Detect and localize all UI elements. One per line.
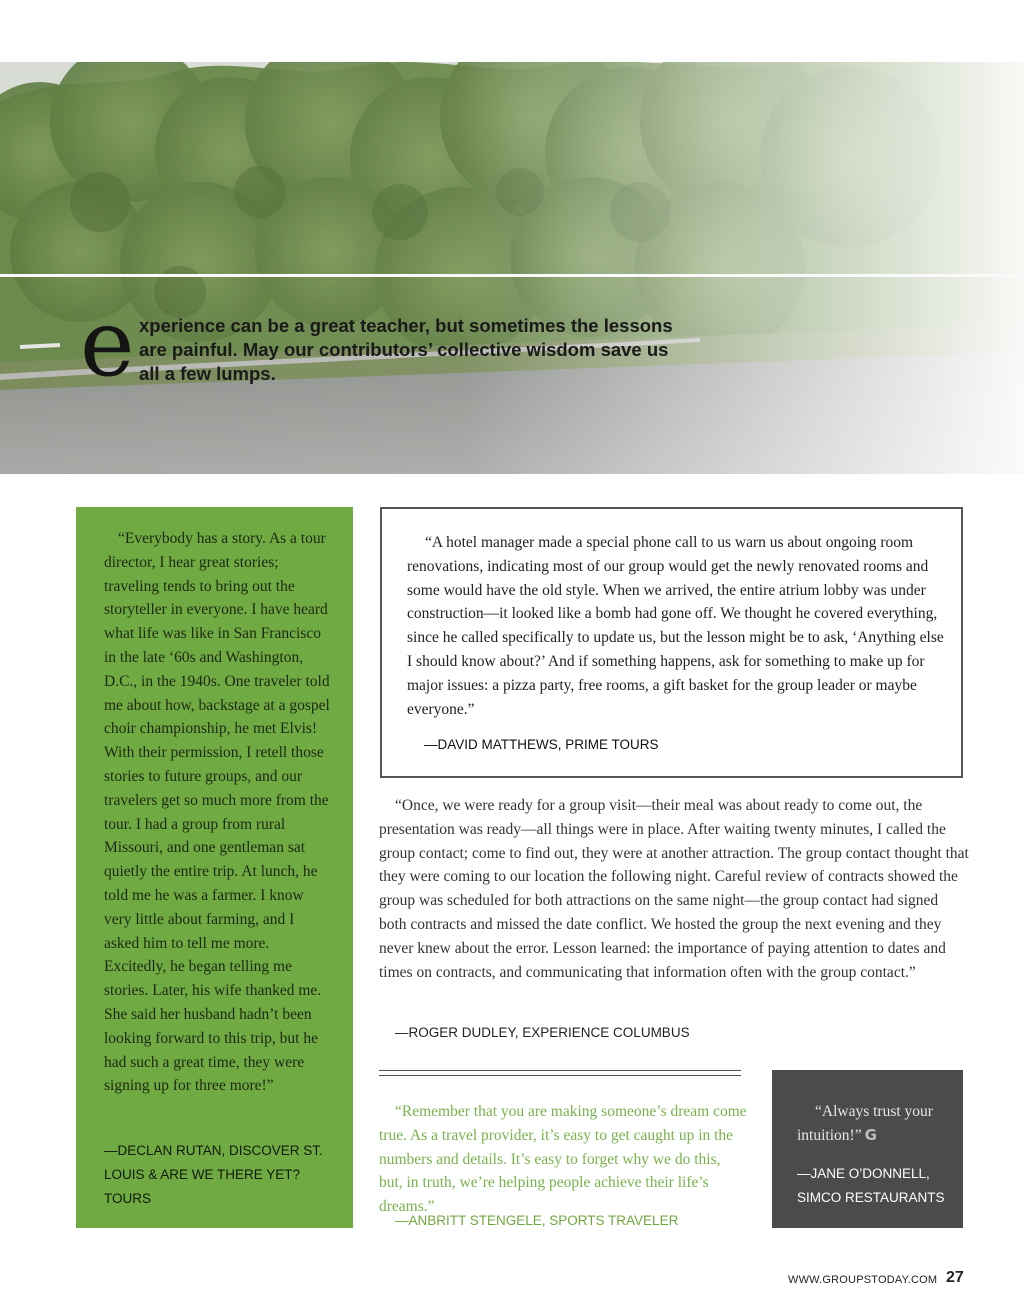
green-quote-text: “Remember that you are making someone’s dream come true. As a travel provider, it’s easy to get caught up in the numbers and details. It’s easy to forget why we do this, but, in truth, we’re helping people achieve their life’s dreams.” bbox=[379, 1103, 747, 1216]
middle-quote-text: “Once, we were ready for a group visit—their meal was about ready to come out, the presentation was ready—all things were in place. After waiting twenty minutes, I called the group contact; come to find out, they were at another attraction. The group contact thought that they were coming to our location the following night. Careful review of contracts showed the group was scheduled for both attractions on the same night—the group contact had signed both contracts and missed the date conflict. We hosted the group the next evening and they never knew about the error. Lesson learned: the importance of paying attention to dates and times on contracts, and communicating that information often with the group contact.” bbox=[379, 797, 969, 981]
sidebar-quote-attribution: —DECLAN RUTAN, DISCOVER ST. LOUIS & ARE WE THERE YET? TOURS bbox=[104, 1143, 323, 1206]
page-number: 27 bbox=[946, 1269, 964, 1286]
dark-quote-text bbox=[797, 1100, 957, 1148]
boxed-quote-text: “A hotel manager made a special phone call to us warn us about ongoing room renovations, indicating most of our group would get the newly renovated rooms and some would have the old style. When we arrived, the entire atrium lobby was under construction—it looked like a bomb had gone off. We thought he covered everything, since he called specifically to update us, but the lesson might be to ask, ‘Anything else I should know about?’ And if something happens, ask for something to make up for major issues: a pizza party, free rooms, a gift basket for the group leader or maybe everyone.” bbox=[407, 534, 944, 718]
double-divider bbox=[379, 1070, 741, 1076]
road-trees-photo bbox=[0, 62, 1024, 474]
sidebar-quote-box bbox=[76, 507, 353, 1228]
dark-quote-box bbox=[772, 1070, 963, 1228]
middle-quote-attribution: —ROGER DUDLEY, EXPERIENCE COLUMBUS bbox=[395, 1025, 690, 1040]
footer-url: WWW.GROUPSTODAY.COM bbox=[788, 1274, 938, 1286]
boxed-quote bbox=[380, 507, 963, 778]
dark-quote-attribution: —JANE O’DONNELL, SIMCO RESTAURANTS bbox=[797, 1166, 945, 1205]
boxed-quote-attribution: —DAVID MATTHEWS, PRIME TOURS bbox=[424, 737, 659, 752]
end-mark-icon: G bbox=[864, 1125, 877, 1144]
dark-quote-body: “Always trust your intuition!” bbox=[797, 1103, 933, 1144]
drop-cap: e bbox=[80, 290, 135, 397]
green-quote-attribution: —ANBRITT STENGELE, SPORTS TRAVELER bbox=[395, 1213, 679, 1228]
intro-deck bbox=[80, 290, 680, 397]
intro-text: xperience can be a great teacher, but sometimes the lessons are painful. May our contributors’ collective wisdom save us all a few lumps. bbox=[139, 315, 673, 384]
hero-divider bbox=[0, 274, 1024, 277]
hero-image bbox=[0, 62, 1024, 474]
sidebar-quote-text: “Everybody has a story. As a tour director, I hear great stories; traveling tends to bring out the storyteller in everyone. I have heard what life was like in San Francisco in the late ‘60s and Washington, D.C., in the 1940s. One traveler told me about how, backstage at a gospel choir championship, he met Elvis! With their permission, I retell those stories to future groups, and our travelers get so much more from the tour. I had a group from rural Missouri, and one gentleman sat quietly the entire trip. At lunch, he told me he was a farmer. I know very little about farming, and I asked him to tell me more. Excitedly, he began telling me stories. Later, his wife thanked me. She said her husband hadn’t been looking forward to this trip, but he had such a great time, they were signing up for three more!” bbox=[104, 530, 330, 1095]
